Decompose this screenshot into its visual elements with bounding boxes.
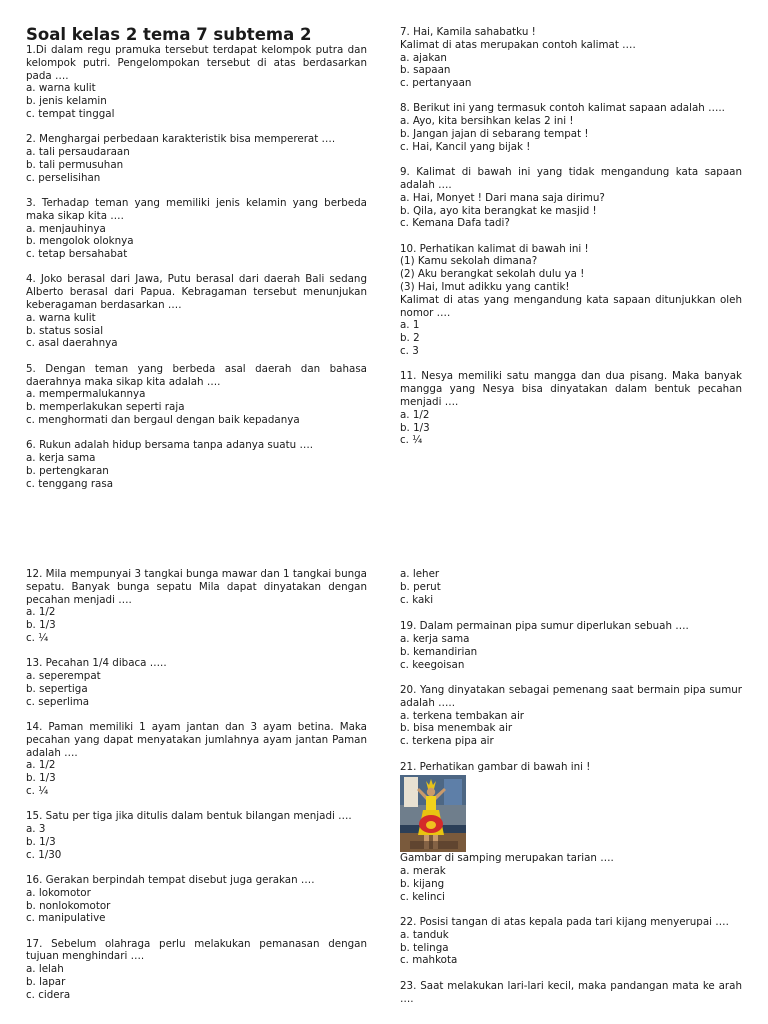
- option: b. 1/3: [26, 619, 56, 632]
- option: a. lokomotor: [26, 886, 91, 899]
- question-19: [400, 620, 742, 671]
- option: a. warna kulit: [26, 311, 96, 324]
- option: c. cidera: [26, 988, 71, 1001]
- option: a. leher: [400, 568, 440, 580]
- sentence: (2) Aku berangkat sekolah dulu ya !: [400, 268, 585, 281]
- question-23: [400, 980, 742, 1006]
- question-text: 20. Yang dinyatakan sebagai pemenang saat bermain pipa sumur adalah …..: [400, 684, 742, 709]
- question-2: [26, 133, 367, 184]
- option: b. tali permusuhan: [26, 158, 124, 171]
- question-21: [400, 761, 742, 904]
- column-top-left: [26, 44, 367, 503]
- option: a. 1/2: [26, 759, 56, 772]
- question-12: [26, 568, 367, 645]
- option: c. seperlima: [26, 695, 90, 708]
- option: b. kemandirian: [400, 645, 478, 658]
- question-text: 14. Paman memiliki 1 ayam jantan dan 3 ayam betina. Maka pecahan yang dapat menyatakan jumlahnya ayam jantan Paman adalah ….: [26, 720, 367, 759]
- option: b. bisa menembak air: [400, 722, 513, 735]
- question-15: [26, 810, 367, 861]
- option: c. kaki: [400, 593, 434, 606]
- option: c. menghormati dan bergaul dengan baik kepadanya: [26, 413, 300, 426]
- option: b. 1/3: [400, 421, 430, 434]
- question-text: 1.Di dalam regu pramuka tersebut terdapat kelompok putra dan kelompok putri. Pengelompokan tersebut di atas berdasarkan pada ….: [26, 44, 367, 82]
- question-17: [26, 938, 367, 1002]
- column-top-right: [400, 26, 742, 460]
- question-text: 2. Menghargai perbedaan karakteristik bisa mempererat ….: [26, 133, 336, 146]
- option: b. lapar: [26, 976, 66, 989]
- option: c. 3: [400, 345, 419, 358]
- option: a. tali persaudaraan: [26, 146, 130, 159]
- option: c. perselisihan: [26, 171, 101, 184]
- option: b. kijang: [400, 877, 445, 890]
- option: c. pertanyaan: [400, 77, 472, 90]
- question-text: 22. Posisi tangan di atas kepala pada tari kijang menyerupai ….: [400, 916, 729, 929]
- option: a. kerja sama: [400, 633, 470, 646]
- option: b. pertengkaran: [26, 464, 109, 477]
- option: c. kelinci: [400, 890, 445, 903]
- question-text: 21. Perhatikan gambar di bawah ini !: [400, 760, 591, 773]
- option: a. terkena tembakan air: [400, 709, 525, 722]
- question-20: [400, 684, 742, 748]
- option: b. nonlokomotor: [26, 899, 111, 912]
- image-caption: Gambar di samping merupakan tarian ….: [400, 852, 614, 865]
- question-10: [400, 243, 742, 358]
- question-prompt: Kalimat di atas merupakan contoh kalimat ….: [400, 38, 636, 51]
- option: b. Qila, ayo kita berangkat ke masjid !: [400, 204, 597, 217]
- sentence: (3) Hai, Imut adikku yang cantik!: [400, 281, 570, 294]
- question-18-options: [400, 568, 742, 606]
- option: b. mengolok oloknya: [26, 235, 134, 248]
- option: b. telinga: [400, 941, 449, 954]
- option: b. 1/3: [26, 835, 56, 848]
- question-8: [400, 102, 742, 153]
- question-1: [26, 44, 367, 121]
- option: a. 1/2: [26, 606, 56, 619]
- option: a. menjauhinya: [26, 222, 106, 235]
- question-text: 11. Nesya memiliki satu mangga dan dua pisang. Maka banyak mangga yang Nesya bisa dinyatakan dalam bentuk pecahan menjadi ….: [400, 370, 742, 408]
- option: b. 1/3: [26, 772, 56, 785]
- dancer-image: [400, 775, 466, 852]
- question-text: 19. Dalam permainan pipa sumur diperlukan sebuah ….: [400, 620, 689, 633]
- question-text: 5. Dengan teman yang berbeda asal daerah dan bahasa daerahnya maka sikap kita adalah ….: [26, 362, 367, 388]
- option: b. sapaan: [400, 64, 451, 77]
- question-13: [26, 657, 367, 708]
- option: b. jenis kelamin: [26, 95, 107, 108]
- question-text: 15. Satu per tiga jika ditulis dalam bentuk bilangan menjadi ….: [26, 810, 352, 823]
- question-6: [26, 439, 367, 490]
- option: b. perut: [400, 580, 441, 593]
- option: c. ¼: [26, 784, 49, 797]
- option: a. seperempat: [26, 670, 101, 683]
- question-14: [26, 721, 367, 798]
- option: c. Kemana Dafa tadi?: [400, 217, 510, 230]
- option: a. 3: [26, 823, 46, 836]
- column-bottom-right: [400, 568, 742, 1018]
- option: a. tanduk: [400, 928, 449, 941]
- option: c. keegoisan: [400, 658, 465, 671]
- option: c. tetap bersahabat: [26, 248, 128, 261]
- column-bottom-left: [26, 568, 367, 1014]
- option: c. mahkota: [400, 954, 458, 967]
- question-text: 8. Berikut ini yang termasuk contoh kalimat sapaan adalah …..: [400, 102, 725, 115]
- option: a. mempermalukannya: [26, 388, 146, 401]
- option: a. warna kulit: [26, 82, 96, 95]
- option: a. Hai, Monyet ! Dari mana saja dirimu?: [400, 191, 605, 204]
- option: a. Ayo, kita bersihkan kelas 2 ini !: [400, 115, 574, 128]
- option: a. kerja sama: [26, 452, 96, 465]
- option: c. tempat tinggal: [26, 107, 115, 120]
- question-7: [400, 26, 742, 90]
- option: c. asal daerahnya: [26, 337, 118, 350]
- question-text: 23. Saat melakukan lari-lari kecil, maka pandangan mata ke arah ….: [400, 979, 742, 1005]
- question-text: 6. Rukun adalah hidup bersama tanpa adanya suatu ….: [26, 439, 314, 452]
- question-prompt: Kalimat di atas yang mengandung kata sapaan ditunjukkan oleh nomor ….: [400, 293, 742, 319]
- option: a. 1/2: [400, 408, 430, 421]
- question-3: [26, 197, 367, 261]
- option: c. Hai, Kancil yang bijak !: [400, 140, 531, 153]
- question-text: 10. Perhatikan kalimat di bawah ini !: [400, 242, 589, 255]
- sentence: (1) Kamu sekolah dimana?: [400, 255, 538, 268]
- question-text: 17. Sebelum olahraga perlu melakukan pemanasan dengan tujuan menghindari ….: [26, 937, 367, 963]
- option: c. ¼: [26, 631, 49, 644]
- option: a. 1: [400, 319, 420, 332]
- option: a. lelah: [26, 963, 64, 976]
- option: b. sepertiga: [26, 682, 88, 695]
- question-text: 12. Mila mempunyai 3 tangkai bunga mawar dan 1 tangkai bunga sepatu. Banyak bunga sepatu Mila dapat dinyatakan dengan pecahan menjadi ….: [26, 568, 367, 606]
- question-text: 7. Hai, Kamila sahabatku !: [400, 26, 536, 38]
- option: a. ajakan: [400, 51, 447, 64]
- option: b. status sosial: [26, 324, 104, 337]
- option: c. 1/30: [26, 848, 62, 861]
- question-22: [400, 916, 742, 967]
- question-5: [26, 363, 367, 427]
- question-text: 4. Joko berasal dari Jawa, Putu berasal dari daerah Bali sedang Alberto berasal dari Papua. Kebragaman tersebut menunjukan keberagaman berdasarkan ….: [26, 273, 367, 312]
- option: a. merak: [400, 865, 446, 878]
- option: b. memperlakukan seperti raja: [26, 401, 185, 414]
- option: b. Jangan jajan di sebarang tempat !: [400, 128, 589, 141]
- option: b. 2: [400, 332, 420, 345]
- question-text: 3. Terhadap teman yang memiliki jenis kelamin yang berbeda maka sikap kita ….: [26, 196, 367, 222]
- question-text: 16. Gerakan berpindah tempat disebut juga gerakan ….: [26, 873, 315, 886]
- question-4: [26, 273, 367, 350]
- option: c. tenggang rasa: [26, 477, 114, 490]
- question-text: 13. Pecahan 1/4 dibaca …..: [26, 657, 167, 670]
- question-text: 9. Kalimat di bawah ini yang tidak mengandung kata sapaan adalah ….: [400, 166, 742, 191]
- option: c. ¼: [400, 434, 423, 447]
- option: c. manipulative: [26, 912, 106, 925]
- question-16: [26, 874, 367, 925]
- option: c. terkena pipa air: [400, 735, 494, 748]
- question-9: [400, 166, 742, 230]
- page-title: Soal kelas 2 tema 7 subtema 2: [26, 25, 312, 44]
- question-11: [400, 370, 742, 447]
